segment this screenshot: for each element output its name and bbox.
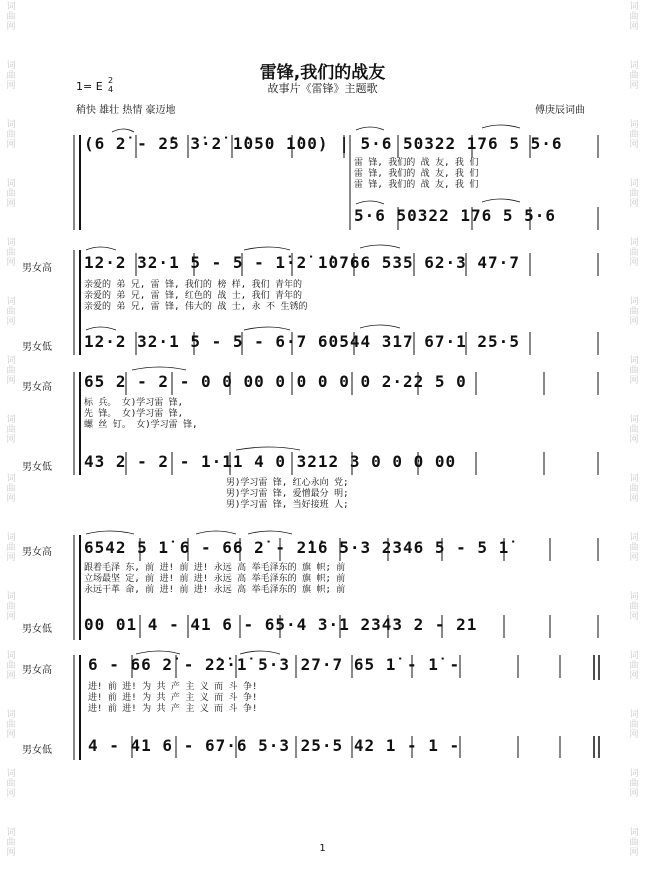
watermark-char: 网 xyxy=(6,81,16,91)
watermark-char: 曲 xyxy=(6,71,16,81)
watermark-char: 网 xyxy=(629,789,639,799)
watermark-char: 词 xyxy=(629,474,639,484)
lyric-verse-3: 永远干革 命, 前 进! 前 进! 永远 高 举毛泽东的 旗 帜; 前 xyxy=(84,585,346,595)
system2-high-notes: 12·2 32·1 5 - 5 - 1̇·2̇ 1̇0766 535 62·3 47·7 xyxy=(84,253,520,272)
watermark-char: 网 xyxy=(6,494,16,504)
watermark-char: 词 xyxy=(629,120,639,130)
watermark-char: 词 xyxy=(629,592,639,602)
lyric-verse-3: 亲爱的 弟 兄, 雷 锋, 伟大的 战 士, 永 不 生锈的 xyxy=(84,302,308,312)
system3-low-notes: 43 2 - 2 - 1·11 4 0 3212 3 0 0 0 00 xyxy=(84,452,457,471)
system4-lyrics xyxy=(84,563,345,596)
watermark-char: 网 xyxy=(629,730,639,740)
watermark-char: 网 xyxy=(629,553,639,563)
lyric-verse-1: 跟着毛泽 东, 前 进! 前 进! 永远 高 举毛泽东的 旗 帜; 前 xyxy=(84,563,346,573)
watermark-char: 词 xyxy=(6,356,16,366)
watermark-char: 词 xyxy=(6,533,16,543)
watermark-char: 词 xyxy=(629,415,639,425)
watermark-char: 网 xyxy=(629,848,639,858)
watermark-char: 曲 xyxy=(629,189,639,199)
watermark-char: 网 xyxy=(629,140,639,150)
watermark-char: 词 xyxy=(629,179,639,189)
lyric-verse-2: 亲爱的 弟 兄, 雷 锋, 红色的 战 士, 我们 青年的 xyxy=(84,291,303,301)
watermark-char: 网 xyxy=(629,435,639,445)
watermark-char: 词 xyxy=(6,769,16,779)
watermark-char: 网 xyxy=(629,612,639,622)
watermark-char: 网 xyxy=(629,22,639,32)
watermark-char: 曲 xyxy=(6,189,16,199)
system4-high-notes: 6542 5 1̇ 6 - 66 2̇ - 2̇1̇6 5·3 2346 5 - 5 1̇ xyxy=(84,538,510,557)
system3-high-notes: 65 2 - 2 - 0 0 00 0 0 0 0 0 2·22 5 0 xyxy=(84,372,467,391)
system5-low-notes: 4 - 41 6 - 67·6 5·3 25·5 42 1 - 1 - xyxy=(88,736,461,755)
voice-label-low: 男女低 xyxy=(22,462,52,473)
watermark-char: 曲 xyxy=(6,425,16,435)
voice-label-high: 男女高 xyxy=(22,547,52,558)
watermark-char: 词 xyxy=(6,651,16,661)
watermark-char: 曲 xyxy=(629,602,639,612)
watermark-char: 词 xyxy=(6,415,16,425)
watermark-char: 网 xyxy=(6,317,16,327)
watermark-char: 曲 xyxy=(6,130,16,140)
watermark-char: 曲 xyxy=(6,307,16,317)
watermark-char: 网 xyxy=(6,848,16,858)
watermark-char: 词 xyxy=(629,828,639,838)
system4-low-notes: 00 01 4 - 41 6 - 65·4 3·1 2343 2 - 21 xyxy=(84,615,478,634)
time-bottom: 4 xyxy=(108,85,114,94)
watermark-char: 曲 xyxy=(629,543,639,553)
watermark-char: 网 xyxy=(629,258,639,268)
system1-lower-notes: 5·6 50322 176 5 5·6 xyxy=(354,206,557,225)
system2-lyrics xyxy=(84,280,307,313)
watermark-char: 词 xyxy=(629,238,639,248)
watermark-char: 曲 xyxy=(629,248,639,258)
watermark-char: 曲 xyxy=(629,130,639,140)
lyric-verse-2: 先 锋。 女)学习雷 锋, xyxy=(84,409,184,419)
tempo-marking: 稍快 雄壮 热情 豪迈地 xyxy=(76,105,176,116)
watermark-char: 词 xyxy=(6,592,16,602)
time-top: 2 xyxy=(108,76,114,85)
voice-label-high: 男女高 xyxy=(22,382,52,393)
system5-high-notes: 6 - 66 2̇ - 2̇2̇·1̇ 5·3 27·7 65 1̇ - 1̇ - xyxy=(88,655,461,674)
watermark-char: 词 xyxy=(629,651,639,661)
watermark-char: 曲 xyxy=(6,248,16,258)
composer-credit: 傅庚辰词曲 xyxy=(535,105,585,116)
watermark-char: 曲 xyxy=(6,838,16,848)
watermark-char: 曲 xyxy=(629,307,639,317)
voice-label-low: 男女低 xyxy=(22,745,52,756)
watermark-char: 词 xyxy=(629,61,639,71)
watermark-char: 网 xyxy=(6,376,16,386)
watermark-char: 词 xyxy=(629,356,639,366)
watermark-char: 曲 xyxy=(6,543,16,553)
watermark-char: 曲 xyxy=(629,838,639,848)
watermark-char: 词 xyxy=(6,120,16,130)
watermark-char: 词 xyxy=(629,2,639,12)
watermark-char: 网 xyxy=(6,22,16,32)
lyric-verse-2: 男)学习雷 锋, 爱憎最分 明; xyxy=(226,489,349,499)
watermark-char: 词 xyxy=(629,710,639,720)
watermark-char: 曲 xyxy=(629,661,639,671)
lyric-verse-1: 标 兵。 女)学习雷 锋, xyxy=(84,398,184,408)
lyric-verse-3: 男)学习雷 锋, 当好接班 人; xyxy=(226,500,349,510)
lyric-verse-3: 螺 丝 钉。 女)学习雷 锋, xyxy=(84,420,198,430)
watermark-char: 词 xyxy=(6,297,16,307)
song-subtitle: 故事片《雷锋》主题歌 xyxy=(267,82,378,95)
watermark-char: 词 xyxy=(629,769,639,779)
system3-high-lyrics xyxy=(84,398,198,431)
watermark-char: 词 xyxy=(6,474,16,484)
watermark-char: 网 xyxy=(6,258,16,268)
system5-lyrics xyxy=(88,682,257,715)
lyric-verse-2: 进! 前 进! 为 共 产 主 义 而 斗 争! xyxy=(88,693,258,703)
voice-label-low: 男女低 xyxy=(22,342,52,353)
watermark-char: 曲 xyxy=(629,71,639,81)
watermark-char: 曲 xyxy=(6,484,16,494)
watermark-char: 词 xyxy=(6,238,16,248)
watermark-char: 网 xyxy=(629,671,639,681)
system3-low-lyrics xyxy=(226,478,349,511)
watermark-char: 词 xyxy=(6,179,16,189)
watermark-char: 曲 xyxy=(629,425,639,435)
watermark-char: 曲 xyxy=(6,779,16,789)
lyric-verse-1: 男)学习雷 锋, 红心永向 党; xyxy=(226,478,349,488)
watermark-char: 网 xyxy=(629,376,639,386)
watermark-char: 网 xyxy=(629,317,639,327)
watermark-char: 网 xyxy=(6,789,16,799)
watermark-char: 曲 xyxy=(629,366,639,376)
watermark-char: 网 xyxy=(6,140,16,150)
watermark-char: 网 xyxy=(6,671,16,681)
lyric-verse-1: 雷 锋, 我们的 战 友, 我 们 xyxy=(354,158,479,168)
watermark-char: 曲 xyxy=(6,720,16,730)
watermark-char: 曲 xyxy=(629,484,639,494)
lyric-verse-2: 立场最坚 定, 前 进! 前 进! 永远 高 举毛泽东的 旗 帜; 前 xyxy=(84,574,346,584)
watermark-char: 网 xyxy=(6,553,16,563)
watermark-char: 网 xyxy=(629,199,639,209)
watermark-char: 网 xyxy=(629,494,639,504)
watermark-char: 曲 xyxy=(629,12,639,22)
key-signature: 1= E xyxy=(76,80,103,93)
lyric-verse-1: 进! 前 进! 为 共 产 主 义 而 斗 争! xyxy=(88,682,258,692)
system1-lyrics xyxy=(354,158,478,191)
watermark-char: 曲 xyxy=(6,366,16,376)
voice-label-low: 男女低 xyxy=(22,624,52,635)
lyric-verse-2: 雷 锋, 我们的 战 友, 我 们 xyxy=(354,169,479,179)
watermark-char: 网 xyxy=(629,81,639,91)
watermark-char: 词 xyxy=(6,61,16,71)
watermark-char: 词 xyxy=(6,828,16,838)
watermark-char: 词 xyxy=(629,533,639,543)
voice-label-high: 男女高 xyxy=(22,665,52,676)
watermark-char: 网 xyxy=(6,435,16,445)
watermark-char: 网 xyxy=(6,730,16,740)
system2-low-notes: 12·2 32·1 5 - 5 - 6·7 60544 317 67·1 25·5 xyxy=(84,332,520,351)
watermark-char: 词 xyxy=(6,710,16,720)
watermark-char: 曲 xyxy=(629,779,639,789)
watermark-char: 词 xyxy=(6,2,16,12)
intro-notes: (6 2̇ - 2̇5 3̇·2̇ 1̇050 1̇00) | 5·6 50322 176 5 5·6 xyxy=(84,134,563,153)
watermark-char: 词 xyxy=(629,297,639,307)
lyric-verse-3: 进! 前 进! 为 共 产 主 义 而 斗 争! xyxy=(88,704,258,714)
watermark-char: 曲 xyxy=(6,661,16,671)
watermark-char: 曲 xyxy=(6,12,16,22)
lyric-verse-3: 雷 锋, 我们的 战 友, 我 们 xyxy=(354,180,479,190)
watermark-char: 网 xyxy=(6,199,16,209)
watermark-char: 网 xyxy=(6,612,16,622)
voice-label-high: 男女高 xyxy=(22,263,52,274)
watermark-char: 曲 xyxy=(629,720,639,730)
watermark-char: 曲 xyxy=(6,602,16,612)
lyric-verse-1: 亲爱的 弟 兄, 雷 锋, 我们的 榜 样, 我们 青年的 xyxy=(84,280,303,290)
page-number: 1 xyxy=(319,843,326,854)
song-title: 雷锋,我们的战友 xyxy=(259,63,386,83)
